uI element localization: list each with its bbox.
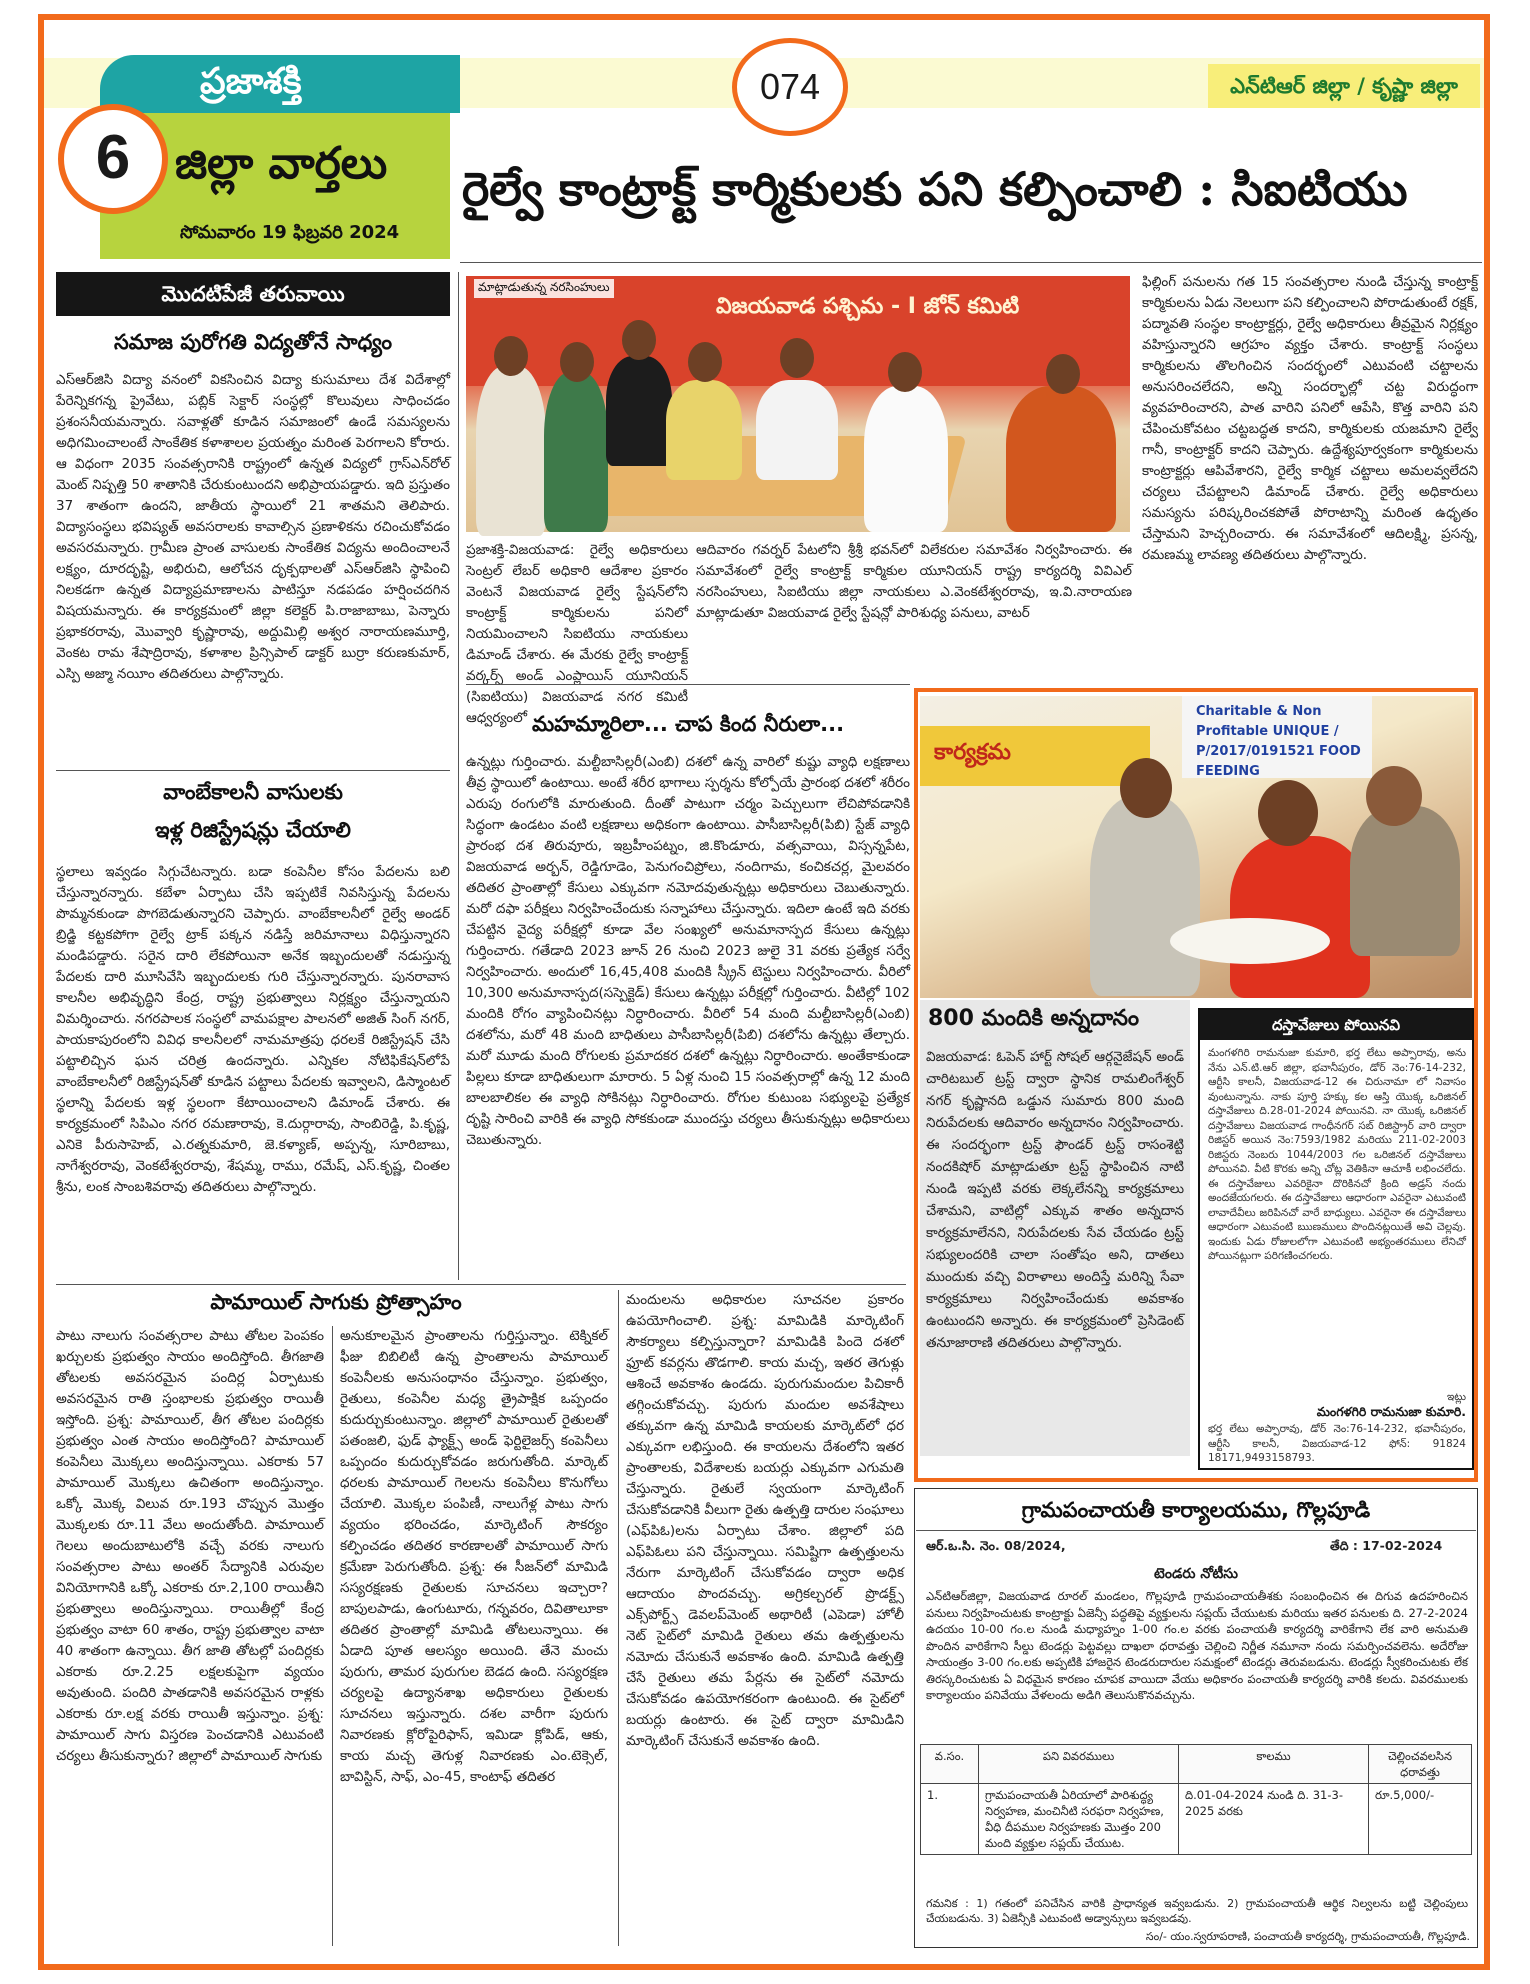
lost-documents-sign-intro: ఇట్లు [1447, 1391, 1466, 1403]
photo-sign-text: కార్యక్రమ [934, 740, 1011, 765]
photo-banner-text: విజయవాడ పశ్చిమ - I జోన్ కమిటి [716, 294, 1020, 319]
photo-board-text: Charitable & Non Profitable UNIQUE / P/2017/0191521 FOOD FEEDING [1196, 704, 1361, 779]
photo-person-1 [476, 366, 546, 536]
photo-person-4 [666, 380, 742, 480]
palm-story-col2: అనుకూలమైన ప్రాంతాలను గుర్తిస్తున్నాం. టెక్నికల్ ఫీజు బిబిలిటీ ఉన్న ప్రాంతాలను పామాయిల్ కంపెనీలకు అనుసంధానం చేస్తున్నాం. ప్రభుత్వం, రైతులు, కంపెనీల మధ్య త్రైపాక్షిక ఒప్పందం కుదుర్చుకుంటున్నాం. జిల్లాలో పామాయిల్ రైతులతో పతంజలి, ఫుడ్ ఫ్యాక్ట్స్ అండ్ ఫెర్టిలైజర్స్ కంపెనీలు ఒప్పందం కుదుర్చుకోవడం జరుగుతోంది. మార్కెట్ ధరలకు పామాయిల్ గెలలను కంపెనీలు కొనుగోలు చేయాలి. మొక్కల పంపిణీ, నాలుగేళ్ల పాటు సాగు వ్యయం భరించడం, మార్కెటింగ్ సౌకర్యం కల్పించడం తదితర కారణాలతో పామాయిల్ సాగు క్రమేణా పెరుగుతోంది. ప్రశ్న: ఈ సీజన్‌లో మామిడి సస్యరక్షణకు రైతులకు సూచనలు ఇచ్చారా? బాపులపాడు, ఉంగుటూరు, గన్నవరం, దివితాలూకా తదితర ప్రాంతాల్లో మామిడి తోటలున్నాయి. ఈ ఏడాది పూత ఆలస్యం అయింది. తేనె మంచు పురుగు, తామర పురుగుల బెడద ఉంది. సస్యరక్షణ చర్యలపై ఉద్యానశాఖ అధికారులు రైతులకు సూచనలు ఇస్తున్నారు. దశల వారీగా పురుగు నివారణకు క్లోరోపైరిఫాస్, ఇమిడా క్లోపిడ్, ఆకు, కాయ మచ్చ తెగుళ్ల నివారణకు ఎం.టెక్సెల్, బావిస్టిన్, సాఫ్, ఎం-45, కాంటాఫ్ తదితర [340, 1328, 608, 1785]
date-line: సోమవారం 19 ఫిబ్రవరి 2024 [180, 222, 400, 243]
brand-name: ప్రజాశక్తి [200, 60, 302, 102]
main-headline: రైల్వే కాంట్రాక్ట్ కార్మికులకు పని కల్పించాలి : సిఐటియు [462, 162, 1408, 216]
tender-th-deposit: చెల్లించవలసిన ధరావత్తు [1369, 1745, 1472, 1784]
photo-head-3 [622, 320, 656, 360]
tender-table [920, 1744, 1472, 1855]
lost-documents-sign-name: మంగళగిరి రామనుజా కుమారి. [1316, 1404, 1466, 1419]
photo-head-2 [560, 342, 594, 382]
palm-story-headline: పామాయిల్ సాగుకు ప్రోత్సాహం [210, 1290, 462, 1314]
main-story-col1: ప్రజాశక్తి-విజయవాడ: రైల్వే అధికారులు సెంట్రల్ లేబర్ అధికారి ఆదేశాల ప్రకారం వెంటనే విజయవాడ రైల్వే స్టేషన్‌లోని కాంట్రాక్ట్ కార్మికులను పనిలో నియమించాలని సిఐటియు నాయకులు డిమాండ్ చేశారు. ఈ మేరకు రైల్వే కాంట్రాక్ట్ వర్కర్స్ అండ్ ఎంప్లాయిస్ యూనియన్ (సిఐటియు) విజయవాడ నగర కమిటీ ఆధ్వర్యంలో [466, 542, 688, 726]
section-title: జిల్లా వార్తలు [175, 138, 388, 189]
headline-rule [460, 262, 1482, 263]
tender-td-sno: 1. [921, 1784, 979, 1855]
photo-head-6 [888, 352, 922, 392]
photo-woman-head [1258, 780, 1318, 846]
tender-table-wrap [920, 1744, 1472, 1855]
photo-person-7 [1006, 386, 1116, 532]
photo-head-5 [780, 338, 814, 378]
main-story-col2: ఆదివారం గవర్నర్ పేటలోని శ్రీశ్రీ భవన్‌లో విలేకరుల సమావేశం నిర్వహించారు. ఈ సమావేశంలో రైల్వే కాంట్రాక్ట్ కార్మికుల యూనియన్ రాష్ట్ర కార్యదర్శి వివిఎల్ నరసింహులు, సిఐటియు జిల్లా నాయకులు ఎ.వెంకటేశ్వరరావు, ఇ.వి.నారాయణ మాట్లాడుతూ విజయవాడ రైల్వే స్టేషన్లో పారిశుధ్య పనులు, వాటర్ [696, 542, 1132, 621]
story2-headline-1: వాంబేకాలనీ వాసులకు [163, 780, 343, 804]
tender-ref: ఆర్.ఒ.సి. నెం. 08/2024, [926, 1538, 1066, 1553]
press-meet-photo [466, 276, 1130, 532]
photo-woman [1230, 836, 1370, 998]
photo-person-2 [544, 372, 608, 532]
photo-head-7 [1046, 354, 1080, 394]
feeding-body: విజయవాడ: ఓపెన్ హార్ట్ సోషల్ ఆర్గనైజేషన్ అండ్ చారిటబుల్ ట్రస్ట్ ద్వారా స్థానిక రామలింగేశ్వర్ నగర్ కృష్ణానది ఒడ్డున సుమారు 800 మంది నిరుపేదలకు ఆదివారం అన్నదానం నిర్వహించారు. ఈ సందర్భంగా ట్రస్ట్ ఫౌండర్ ట్రస్ట్ రాసంశెట్టి నందకిషోర్ మాట్లాడుతూ ట్రస్ట్ స్థాపించిన నాటి నుండి ఇప్పటి వరకు లెక్కలేనన్ని కార్యక్రమాలు చేశామని, వాటిల్లో ఎక్కువ శాతం అన్నదాన కార్యక్రమాలేనని, నిరుపేదలకు సేవ చేయడం ట్రస్ట్ సభ్యులందరికి చాలా సంతోషం అని, దాతలు ముందుకు వచ్చి విరాళాలు అందిస్తే మరిన్ని సేవా కార్యక్రమాలు నిర్వహించేందుకు అవకాశం ఉంటుందని అన్నారు. ఈ కార్యక్రమంలో ప్రెసిడెంట్ తనూజారాణి తదితరులు పాల్గొన్నారు. [926, 1049, 1184, 1351]
story2-body: స్థలాలు ఇవ్వడం సిగ్గుచేటన్నారు. బడా కంపెనీల కోసం పేదలను బలి చేస్తున్నారన్నారు. కబేళా ఏర్పాటు చేసి ఇప్పటికే నివసిస్తున్న పేదలను పొమ్మనకుండా పొగబెడుతున్నారని చెప్పారు. వాంబేకాలనీలో రైల్వే అండర్ బ్రిడ్జి కట్టకపోగా రైల్వే ట్రాక్ పక్కన నడిస్తే జరిమానాలు విధిస్తున్నారని మండిపడ్డారు. సరైన దారి లేకపోయినా అనేక ఇబ్బందులతో నడుస్తున్న పేదలకు దారి మూసివేసి ఇబ్బందులకు గురి చేస్తున్నారన్నారు. పునరావాస కాలనీల అభివృద్ధిని కేంద్ర, రాష్ట్ర ప్రభుత్వాలు నిర్లక్ష్యం చేస్తున్నాయని విమర్శించారు. నగరపాలక సంస్థలో వామపక్షాల పాలనలో అజిత్ సింగ్ నగర్, పాయకాపురంలోని వివిధ కాలనీలలో నామమాత్రపు ధరలకే రిజిస్ట్రేషన్ చేసి పట్టాలిచ్చిన ఘన చరిత్ర ఉందన్నారు. ఎన్నికల నోటిఫికేషన్‌లోపే వాంబేకాలనీలో రిజిస్ట్రేషన్‌తో కూడిన పట్టాలు పేదలకు ఇవ్వాలని, డిస్మాంటల్ స్థలాన్ని పేదలకు ఇళ్ల స్థలంగా కేటాయించాలని డిమాండ్ చేశారు. ఈ కార్యక్రమంలో సిపిఎం నగర రమణారావు, కె.దుర్గారావు, సాంబిరెడ్డి, పి.కృష్ణ, ఎనికె పీరుసాహెబ్, ఎ.రత్నకుమారి, జె.కళ్యాణ్, అప్పన్న, సూరిబాబు, నాగేశ్వరరావు, వెంకటేశ్వరరావు, శేషమ్మ, రాము, రమేష్, ఎస్.కృష్ణ, చింతల శ్రీను, లంక సాంబశివరావు తదితరులు పాల్గొన్నారు. [56, 864, 450, 1195]
photo-plate [1170, 918, 1330, 964]
photo-head-1 [494, 336, 528, 376]
tender-notice-body: ఎన్‌టిఆర్‌జిల్లా, విజయవాడ రూరల్ మండలం, గొల్లపూడి గ్రామపంచాయతీశకు సంబంధించిన ఈ దిగువ ఉదహరించిన పనులు నిర్వహించుటకు కాంట్రాక్టు ఏజెన్సీ పద్ధతిపై వ్యక్తులను సప్లయ్ చేయుటకు మరియు ఇతర పనులకు ది. 27-2-2024 ఉదయం 10-00 గం.ల నుండి మధ్యాహ్నం 1-00 గం.ల వరకు పంచాయతీ కార్యదర్శి వారికేగాని లేక వారి అనుమతి పొందిన వారికేగాని సీల్డు టెండర్లు పెట్టవల్లు దాఖలా ధరావత్తు చెల్లించి నిర్ణీత నమూనా నందు సమర్పించవలెను. అదేరోజు సాయంత్రం 3-00 గం.లకు అప్పటికి హాజరైన టెండరుదారుల సమక్షంలో టెండర్లు తెరువబడును. టెండర్లు స్వీకరించుటకు లేక తిరస్కరించుటకు ఏ విధమైన కారణం చూపక వాయిదా వేయు అధికారం పంచాయతీ కార్యదర్శి వారికి కలదు. వివరములకు కార్యాలయం పనివేయు వేళలందు అడిగి తెలుసుకొనవచ్చును. [926, 1589, 1468, 1702]
lost-documents-body: మంగళగిరి రామనుజా కుమారి, భర్త లేటు అప్పారావు, అను నేను ఎన్.టి.ఆర్ జిల్లా, భవానీపురం, డోర్ నెం:76-14-232, ఆర్టీసి కాలనీ, విజయవాడ-12 ఈ చిరునామా లో నివాసం వుంటున్నాను. నాకు పూర్తి హక్కు కల ఆస్తి యొక్క ఒరిజినల్ దస్తావేజులు ది.28-01-2024 పోయినవి. నా యొక్క ఒరిజినల్ దస్తావేజులు విజయవాడ గాంధీనగర్ సబ్ రిజిస్ట్రార్ వారి ద్వారా రిజిస్టర్ అయిన నెం:7593/1982 మరియు 211-02-2003 రిజిస్టరు నెంబరు 1044/2003 గల ఒరిజినల్ దస్తావేజులు పోయినవి. వీటి కొరకు అన్ని చోట్ల వెతికినా ఆచూకీ లభించలేదు. ఈ దస్తావేజులు ఎవరికైనా దొరికినచో క్రింది అడ్రస్ నందు అందజేయగలరు. ఈ దస్తావేజులు ఆధారంగా ఎవరైనా ఎటువంటి లావాదేవీలు జరిపినచో వారే బాధ్యులు. ఎవరైనా ఈ దస్తావేజులు ఆధారంగా ఎటువంటి ఋణములు పొందినట్లయితే అవి చెల్లవు. ఇందుకు ఏడు రోజులలోగా ఎటువంటి అభ్యంతరములు లేనిచో పోయినట్లుగా పరిగణించగలరు. [1208, 1047, 1466, 1262]
tender-rule [916, 1530, 1476, 1531]
lost-documents-title: దస్తావేజులు పోయినవి [1200, 1010, 1472, 1040]
palm-story-col3: మందులను అధికారుల సూచనల ప్రకారం ఉపయోగించాలి. ప్రశ్న: మామిడికి మార్కెటింగ్ సౌకర్యాలు కల్పిస్తున్నారా? మామిడికి పిందె దశలో ఫ్రూట్ కవర్లను తొడగాలి. కాయ మచ్చ, ఇతర తెగుళ్లు ఆశించే అవకాశం ఉండదు. పురుగుమందుల పిచికారీ తగ్గించుకోవచ్చు. పురుగు మందుల అవశేషాలు తక్కువగా ఉన్న మామిడి కాయలకు మార్కెట్‌లో ధర ఎక్కువగా లభిస్తుంది. ఈ కాయలను దేశంలోని ఇతర ప్రాంతాలకు, విదేశాలకు బయర్లు ఎక్కువగా ఎగుమతి చేస్తున్నారు. రైతులే స్వయంగా మార్కెటింగ్ చేసుకోవడానికి వీలుగా రైతు ఉత్పత్తి దారుల సంఘాలు (ఎఫ్‌పిఓ)లను ఏర్పాటు చేశాం. జిల్లాలో పది ఎఫ్‌పిఓలు పని చేస్తున్నాయి. సమిష్టిగా ఉత్పత్తులను నేరుగా మార్కెటింగ్ చేసుకోవడం ద్వారా అధిక ఆదాయం పొందవచ్చు. అగ్రికల్చరల్ ప్రొడక్ట్స్ ఎక్స్‌పోర్ట్స్ డెవలప్‌మెంట్ అథారిటీ (ఎపెడా) హోలీ నెట్ సైట్‌లో మామిడి రైతులు తమ ఉత్పత్తులను నమోదు చేసుకునే అవకాశం ఉంది. మామిడి ఉత్పత్తి చేసే రైతులు తమ పేర్లను ఈ సైట్‌లో నమోదు చేసుకోవడం ఉపయోగకరంగా ఉంటుంది. ఈ సైట్‌లో బయర్లు ఉంటారు. ఈ సైట్ ద్వారా మామిడిని మార్కెటింగ్ చేసుకునే అవకాశం ఉంది. [626, 1292, 904, 1749]
photo-man [1090, 796, 1200, 996]
tender-td-deposit: రూ.5,000/- [1369, 1784, 1472, 1855]
photo-child-head [1366, 766, 1422, 826]
food-feeding-photo [920, 696, 1472, 998]
photo-caption: మాట్లాడుతున్న నరసింహులు [474, 279, 614, 298]
palm-col-divider-2 [618, 1290, 619, 1946]
palm-col-divider-1 [332, 1326, 333, 1946]
feeding-headline: 800 మందికి అన్నదానం [928, 1006, 1140, 1031]
district-label: ఎన్‌టిఆర్ జిల్లా / కృష్ణా జిల్లా [1208, 64, 1480, 108]
photo-child [1350, 806, 1460, 956]
continuation-label: మొదటిపేజీ తరువాయి [56, 272, 450, 316]
table-row [921, 1784, 1472, 1855]
middle-story-body: ఉన్నట్లు గుర్తించారు. మల్టీబాసిల్లరీ(ఎంబి) దశలో ఉన్న వారిలో కుష్టు వ్యాధి లక్షణాలు తీవ్ర స్థాయిలో ఉంటాయి. అంటే శరీర భాగాలు స్పర్శను కోల్పోయే ప్రారంభ దశలో శరీరం ఎరుపు రంగులోకి మారుతుంది. దీంతో పాటుగా చర్మం పెచ్చులుగా లేచిపోవడానికి సిద్ధంగా ఉండటం వంటి లక్షణాలు అధికంగా ఉంటాయి. పాసీబాసిల్లరీ(పిబి) స్టేజ్ వ్యాధి ప్రారంభ దశ తిరువూరు, ఇబ్రహీంపట్నం, జి.కొండూరు, వత్సవాయి, విస్సన్నపేట, విజయవాడ అర్బన్, రెడ్డిగూడెం, పెనుగంచిప్రోలు, నందిగామ, కంచికచర్ల, మైలవరం తదితర ప్రాంతాల్లో కేసులు ఎక్కువగా నమోదవుతున్నట్లు అధికారులు చెబుతున్నారు. మరో దఫా పరీక్షలు నిర్వహించేందుకు సన్నాహాలు చేస్తున్నారు. ఇదిలా ఉంటే ఇది వరకు చేపట్టిన వైద్య పరీక్షల్లో కూడా వేల సంఖ్యలో అనుమానాస్పద కేసులు ఉన్నట్లు గుర్తించారు. గతేడాది 2023 జూన్ 26 నుంచి 2023 జులై 31 వరకు ప్రత్యేక సర్వే నిర్వహించారు. అందులో 16,45,408 మందికి స్క్రీన్ టెస్టులు నిర్వహించారు. వీరిలో 10,300 అనుమానాస్పద(సస్పెక్టెడ్) కేసులు ఉన్నట్లు పరీక్షల్లో గుర్తించారు. వీటిల్లో 102 మందికి రోగం వ్యాపించినట్లు నిర్ధారించారు. వీరిలో 54 మంది మల్టీబాసిల్లరీ(ఎంబి) దశలోను, మరో 48 మంది బాధితులు పాసీబాసిల్లరీ(పిబి) దశలోను ఉన్నట్లు తేల్చారు. మరో మూడు మంది రోగులకు ప్రమాదకర దశలో ఉన్నట్లు నిర్ధారించారు. అంతేకాకుండా పిల్లలు కూడా బాధితులుగా మారారు. 5 ఏళ్ల నుంచి 15 సంవత్సరాల్లో ఉన్న 12 మంది బాలబాలికల ఈ వ్యాధి సోకినట్లు నిర్ధారించారు. రోగుల కుటుంబ సభ్యులపై ప్రత్యేక దృష్టి సారించి వారికి ఈ వ్యాధి సోకకుండా ముందస్తు చర్యలు తీసుకున్నట్లు అధికారులు చెబుతున్నారు. [466, 754, 910, 1148]
left-rule-1 [56, 770, 450, 771]
tender-signature: సం/- యం.స్వరూపరాణి, పంచాయతీ కార్యదర్శి, గ్రామపంచాయతీ, గొల్లపూడి. [1145, 1930, 1470, 1943]
mid-rule [466, 684, 910, 685]
photo-head-4 [688, 342, 722, 382]
story2-headline-2: ఇళ్ల రిజిస్ట్రేషన్లు చేయాలి [155, 818, 351, 842]
tender-office: గ్రామపంచాయతీ కార్యాలయము, గొల్లపూడి [1021, 1498, 1371, 1522]
photo-person-5 [756, 380, 838, 480]
tender-notice-title: టెండరు నోటీసు [1154, 1566, 1238, 1582]
photo-person-6 [864, 386, 948, 532]
main-story-col3: ఫిల్లింగ్ పనులను గత 15 సంవత్సరాల నుండి చేస్తున్న కాంట్రాక్ట్ కార్మికులను ఏడు నెలలుగా పని కల్పించాలని పోరాడుతుంటే రక్షక్, పద్మావతి సంస్థల కాంట్రాక్టర్లు, రైల్వే అధికారులు తీవ్రమైన నిర్లక్ష్యం వహిస్తున్నారని ఆగ్రహం వ్యక్తం చేశారు. కాంట్రాక్ట్ సంస్థలు కార్మికులను తొలగించిన సందర్భంలో ఎటువంటి చట్టాలను అనుసరించలేదని, అన్ని సందర్భాల్లో చట్ట విరుద్ధంగా వ్యవహరించారని, పాత వారిని పనిలో ఆపేసి, కొత్త వారిని పని చేపించుకోవటం చట్టబద్ధత కాదని, కార్మికులకు యజమాని రైల్వే గానీ, కాంట్రాక్టర్ కాదని చెప్పారు. ఉద్దేశ్యపూర్వకంగా కార్మికులను కాంట్రాక్టర్లు ఆపివేశారని, రైల్వే కార్మిక చట్టాలు అమలవ్వలేదని చర్యలు చేపట్టాలని డిమాండ్ చేశారు. రైల్వే అధికారులు సమస్యను పరిష్కరించకపోతే పోరాటాన్ని మరింత ఉధృతం చేస్తామని హెచ్చరించారు. ఈ సమావేశంలో ఆదిలక్ష్మి, ప్రసన్న, రమణమ్మ లావణ్య తదితరులు పాల్గొన్నారు. [1142, 274, 1478, 563]
tender-table-header-row [921, 1745, 1472, 1784]
bottom-section-rule [56, 1284, 906, 1285]
lost-documents-sign-address: భర్త లేటు అప్పారావు, డోర్ నెం:76-14-232, భవానీపురం, ఆర్టీసి కాలనీ, విజయవాడ-12 ఫోన్: 91824 18171,9493158793. [1208, 1423, 1466, 1464]
middle-story-headline: మహమ్మారిలా... చాప కింద నీరులా... [531, 712, 845, 736]
left-col-divider [458, 272, 459, 1280]
edition-number: 6 [58, 104, 168, 214]
photo-person-3 [606, 356, 672, 466]
photo-man-head [1120, 758, 1172, 818]
tender-td-work: గ్రామపంచాయతీ ఏరియాలో పారిశుద్ధ్య నిర్వహణ, మంచినీటి సరఫరా నిర్వహణ, వీధి దీపముల నిర్వహణకు మొత్తం 200 మంది వ్యక్తుల సప్లయ్ చేయుట. [979, 1784, 1179, 1855]
story1-headline: సమాజ పురోగతి విద్యతోనే సాధ్యం [113, 330, 393, 354]
tender-th-period: కాలము [1179, 1745, 1369, 1784]
tender-th-work: పని వివరములు [979, 1745, 1179, 1784]
tender-date: తేది : 17-02-2024 [1330, 1538, 1443, 1553]
page-number: 074 [732, 38, 848, 136]
palm-story-col1: పాటు నాలుగు సంవత్సరాల పాటు తోటల పెంపకం ఖర్చులకు ప్రభుత్వం సాయం అందిస్తోంది. తీగజాతి తోటలకు అవసరమైన పందిర్ల ఏర్పాటుకు అవసరమైన రాతి స్తంభాలకు ప్రభుత్వం రాయితీ ఇస్తోంది. ప్రశ్న: పామాయిల్, తీగ తోటల పందిర్లకు ప్రభుత్వం ఎంత సాయం అందిస్తోంది? పామాయిల్ కంపెనీలు మొక్కలు అందిస్తున్నాయి. ఎకరాకు 57 పామాయిల్ మొక్కలు ఉచితంగా అందిస్తున్నాం. ఒక్కో మొక్క విలువ రూ.193 చొప్పున మొత్తం మొక్కలకు రూ.11 వేలు అందుతోంది. పామాయిల్ గెలలు అందుబాటులోకి వచ్చే వరకు నాలుగు సంవత్సరాల పాటు అంతర్ సేద్యానికి ఎరువుల వినియోగానికి ఒక్కో ఎకరాకు రూ.2,100 రాయితీని ప్రభుత్వాలు అందిస్తున్నాయి. రాయితీల్లో కేంద్ర ప్రభుత్వం వాటా 60 శాతం, రాష్ట్ర ప్రభుత్వాల వాటా 40 శాతంగా ఉన్నాయి. తీగ జాతి తోటల్లో పందిర్లకు ఎకరాకు రూ.2.25 లక్షలకుపైగా వ్యయం అవుతుంది. పందిరి పాతడానికి అవసరమైన రాళ్లకు ఎకరాకు రూ.లక్ష వరకు రాయితీ ఇస్తున్నాం. ప్రశ్న: పామాయిల్ సాగు విస్తరణ పెంచడానికి ఎటువంటి చర్యలు తీసుకున్నారు? జిల్లాలో పామాయిల్ సాగుకు [56, 1328, 324, 1764]
tender-note: గమనిక : 1) గతంలో పనిచేసిన వారికి ప్రాధాన్యత ఇవ్వబడును. 2) గ్రామపంచాయతీ ఆర్థిక నిల్వలను బట్టి చెల్లింపులు చేయబడును. 3) ఏజెన్సీకి ఎటువంటి అడ్వాన్సులు ఇవ్వబడవు. [926, 1897, 1468, 1925]
tender-td-period: ది.01-04-2024 నుండి ది. 31-3-2025 వరకు [1179, 1784, 1369, 1855]
story1-body: ఎస్ఆర్‌జిసి విద్యా వనంలో వికసించిన విద్యా కుసుమాలు దేశ విదేశాల్లో పేరెన్నికగన్న ప్రైవేటు, పబ్లిక్ సెక్టార్ సంస్థల్లో కొలువులు సాధించడం ప్రశంసనీయమన్నారు. సవాళ్లతో కూడిన సమాజంలో ఉండే సమస్యలను అధిగమించాలంటే సాంకేతిక కళాశాలల ప్రయత్నం మరింత పెరగాలని కోరారు. ఆ విధంగా 2035 సంవత్సరానికి రాష్ట్రంలో ఉన్నత విద్యలో గ్రాస్ఎన్‌రోల్ మెంట్ నిష్పత్తి 50 శాతానికి చేరుకుంటుందని అభిప్రాయపడ్డారు. ఇది ప్రస్తుతం 37 శాతంగా ఉందని, జాతీయ స్థాయిలో 21 శాతమని తెలిపారు. విద్యాసంస్థలు భవిష్యత్ అవసరాలకు కావాల్సిన ప్రణాళికను రచించుకోవడం అవసరమన్నారు. గ్రామీణ ప్రాంత వాసులకు సాంకేతిక విద్యను అందించాలనే లక్ష్యం, దూరదృష్టి, అభిరుచి, ఆలోచన దృక్పథాలతో ఎస్ఆర్‌జిసి స్థాపించి నిలకడగా ఉన్నత విద్యాప్రమాణాలను పాటిస్తూ నడపడం హర్షించదగిన విషయమన్నారు. ఈ కార్యక్రమంలో జిల్లా కలెక్టర్ పి.రాజాబాబు, పెన్నారు ప్రభాకరరావు, మొవ్వారి కృష్ణారావు, అద్దుమిల్లి అశ్వర నారాయణమూర్తి, వెంకట రామ శేషాద్రిరావు, కళాశాల ప్రిన్సిపాల్ డాక్టర్ బుర్రా కరుణకుమార్, ఎస్పి అజ్మా నయీం తదితరులు పాల్గొన్నారు. [56, 372, 450, 682]
tender-th-sno: వ.సం. [921, 1745, 979, 1784]
